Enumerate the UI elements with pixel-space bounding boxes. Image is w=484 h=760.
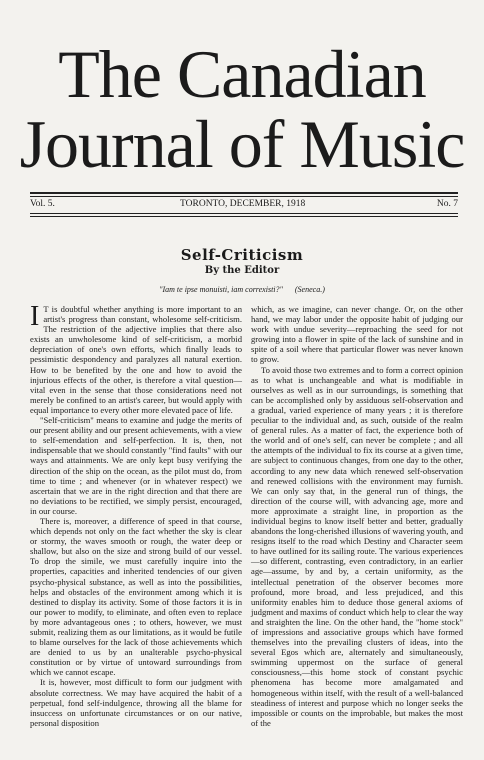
paragraph: It is, however, most difficult to form our judgment with absolute correctness. We may have acquired the habit of a perpetual, fond self-indulgence, throwing all the blame for insuccess on unfortunate circumstances or on our native, personal disposition — [30, 677, 242, 728]
article-byline: By the Editor — [204, 265, 280, 276]
masthead-rule — [30, 192, 458, 194]
issue-rule — [30, 213, 458, 214]
paragraph: which, as we imagine, can never change. Or, on the other hand, we may labor under the opposite habit of judging our work with undue severity—reproaching the seed for not growing into a flower in spite of the lack of sunshine and in spite of a soil where that particular flower was never known to grow. — [251, 304, 463, 365]
paragraph-text: T is doubtful whether anything is more important to an artist's progress than constant, wholesome self-criticism. The restriction of the adjective implies that there also exists an unwholesome kind of self-criticism, a morbid depreciation of one's own efforts, which finally leads to pessimistic despondency and paralyzes all natural exertion. How to be benefited by the one and how to avoid the injurious effects of the other, is therefore a vital question—vital even in the sense that those considerations need not merely be confined to an artist's career, but would apply with equal importance to every other more elevated pace of life. — [30, 304, 242, 415]
paragraph: To avoid those two extremes and to form a correct opinion as to what is unchangeable and what is modifiable in ourselves as well as in our surroundings, is something that can be accomplished only by assiduous self-observation and a gradual, varied experience of many years ; it is therefore peculiar to the individual and, as such, outside of the realm of general rules. As a matter of fact, the experience both of the world and of one's self, can never be complete ; and all the attempts of the individual to fix its course at a given time, are subject to continuous changes, from one day to the other, according to any new data which renewed self-observation and renewed collisions with the environment may furnish. We can only say that, in the general run of things, the direction of the course will, with advancing age, more and more approximate a straight line, in proportion as the individual begins to know itself better and better, gradually abandons the long-cherished illusions of wavering youth, and resigns itself to the road which Destiny and Character seem to have outlined for its sailing route. The various experiences—so different, contrasting, even contradictory, in an earlier age—assume, by and by, a certain uniformity, as the intellectual penetration of the observer becomes more profound, more broad, and less prejudiced, and this uniformity enables him to deduce those general axioms of judgment and maxims of conduct which help to clear the way and straighten the line. On the other hand, the "home stock" of impressions and associative groups which have formed themselves into the prevailing clusters of ideas, into the several Egos which are, alternately and simultaneously, swimming uppermost on the surface of general consciousness,—this home stock of constant psychic phenomena has become more amalgamated and homogeneous within itself, with the result of a well-balanced steadiness of interest and purpose which no longer seeks the impossible or counts on the improbable, but makes the most of the — [251, 364, 463, 728]
drop-cap: I — [30, 301, 40, 332]
issue-rule-thin — [30, 216, 458, 217]
article-column-left — [30, 301, 242, 728]
issue-number: No. 7 — [436, 199, 458, 209]
masthead-rule-thin — [30, 196, 458, 197]
epigraph-quote: "Iam te ipse monuisti, iam correxisti?" — [159, 285, 283, 294]
paragraph: There is, moreover, a difference of speed in that course, which depends not only on the fact whether the sky is clear or stormy, the waves smooth or rough, the water deep or shallow, but also on the size and strong build of our vessel. To drop the simile, we must carefully inquire into the properties, capacities and inherited tendencies of our given psycho-physical substance, as well as into the possibilities, helps and obstacles of the environment among which it is destined to display its activity. Some of those factors it is in our power to modify, to eliminate, and often even to replace by more advantageous ones ; to others, however, we must submit, realizing them as our limitations, as it would be futile to blame ourselves for the lack of those achievements which are denied to us by an unalterable psycho-physical constitution or by virtue of untoward surroundings from which we cannot escape. — [30, 515, 242, 678]
issue-place-date: TORONTO, DECEMBER, 1918 — [180, 199, 306, 209]
paragraph: "Self-criticism" means to examine and judge the merits of our present ability and our present achievements, with a view to self-emendation and self-perfection. It is, then, not indispensable that we should constantly "find faults" with our ways and attainments. We are only kept busy verifying the direction of the ship on the ocean, as the pilot must do, from time to time ; and whenever (or in whatever respect) we ascertain that we are in the right direction and that there are no deviations to be rectified, we simply persist, encouraged, in our course. — [30, 415, 242, 516]
article-column-right — [251, 304, 463, 728]
paragraph — [30, 301, 242, 415]
issue-line — [30, 199, 458, 209]
masthead — [0, 36, 484, 182]
issue-volume: Vol. 5. — [30, 199, 55, 209]
masthead-line-2: Journal of Music — [19, 106, 465, 182]
article-epigraph — [0, 285, 484, 294]
epigraph-source: (Seneca.) — [294, 285, 325, 294]
masthead-line-1: The Canadian — [58, 36, 426, 112]
article-title: Self-Criticism — [180, 246, 304, 264]
